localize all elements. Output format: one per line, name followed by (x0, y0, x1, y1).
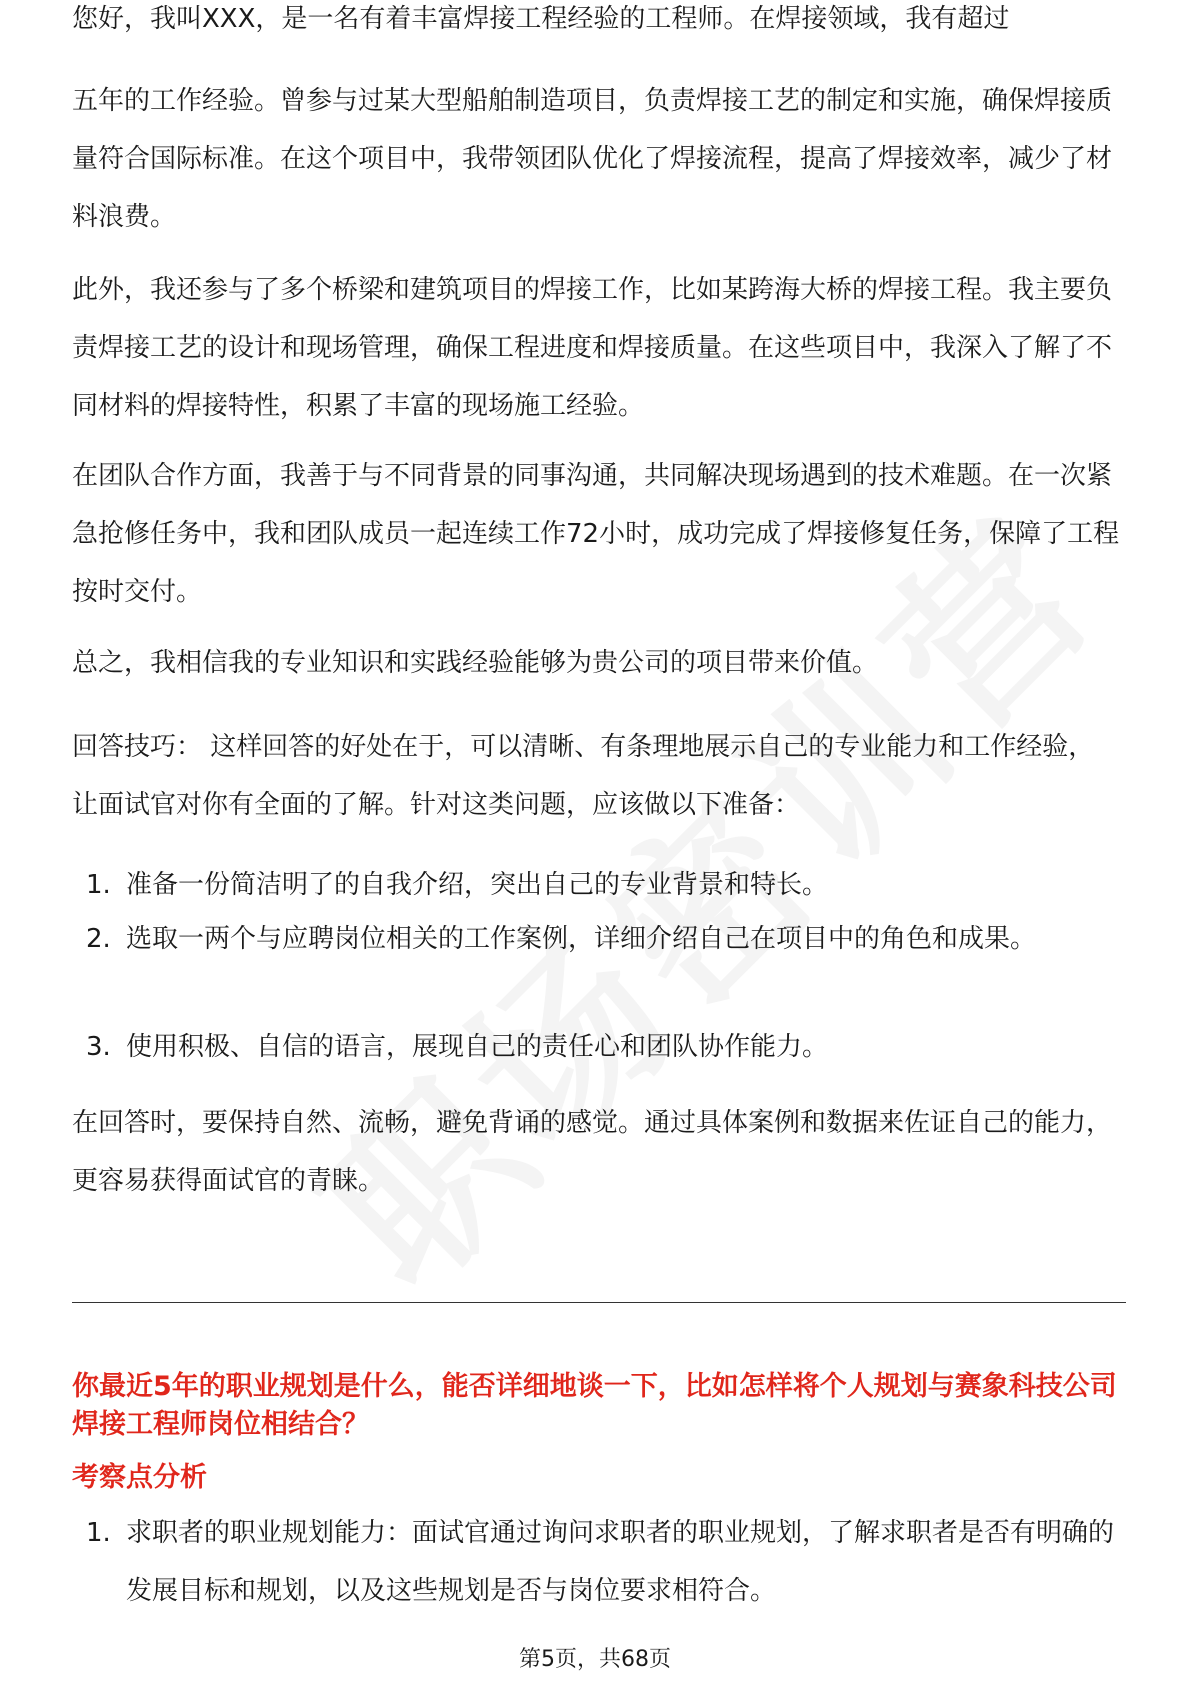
list-number: 3. (86, 1032, 111, 1062)
paragraph-experience: 五年的工作经验。曾参与过某大型船舶制造项目，负责焊接工艺的制定和实施，确保焊接质量符合国际标准。在这个项目中，我带领团队优化了焊接流程，提高了焊接效率，减少了材料浪费。 (72, 86, 1113, 232)
paragraph-projects: 此外，我还参与了多个桥梁和建筑项目的焊接工作，比如某跨海大桥的焊接工程。我主要负责焊接工艺的设计和现场管理，确保工程进度和焊接质量。在这些项目中，我深入了解了不同材料的焊接特性，积累了丰富的现场施工经验。 (72, 275, 1113, 421)
list-text: 准备一份简洁明了的自我介绍，突出自己的专业背景和特长。 (126, 870, 829, 900)
page-footer: 第5页，共68页 (519, 1647, 671, 1672)
section-divider (72, 1302, 1126, 1303)
question-heading: 你最近5年的职业规划是什么，能否详细地谈一下，比如怎样将个人规划与赛象科技公司焊接工程师岗位相结合？ (72, 1371, 1117, 1440)
list-number: 2. (86, 924, 111, 954)
section-title: 考察点分析 (72, 1462, 207, 1493)
list-text: 使用积极、自信的语言，展现自己的责任心和团队协作能力。 (126, 1032, 829, 1062)
paragraph-answer-tips: 回答技巧： 这样回答的好处在于，可以清晰、有条理地展示自己的专业能力和工作经验，让面试官对你有全面的了解。针对这类问题，应该做以下准备： (72, 732, 1095, 820)
list-text: 选取一两个与应聘岗位相关的工作案例，详细介绍自己在项目中的角色和成果。 (126, 924, 1037, 954)
list-text: 求职者的职业规划能力：面试官通过询问求职者的职业规划，了解求职者是否有明确的发展目标和规划，以及这些规划是否与岗位要求相符合。 (126, 1518, 1115, 1606)
paragraph-advice: 在回答时，要保持自然、流畅，避免背诵的感觉。通过具体案例和数据来佐证自己的能力，更容易获得面试官的青睐。 (72, 1108, 1113, 1196)
paragraph-teamwork: 在团队合作方面，我善于与不同背景的同事沟通，共同解决现场遇到的技术难题。在一次紧急抢修任务中，我和团队成员一起连续工作72小时，成功完成了焊接修复任务，保障了工程按时交付。 (72, 461, 1120, 607)
list-number: 1. (86, 870, 111, 900)
list-number: 1. (86, 1518, 111, 1548)
paragraph-intro-cut: 您好，我叫XXX，是一名有着丰富焊接工程经验的工程师。在焊接领域，我有超过 (72, 4, 1010, 34)
paragraph-conclusion: 总之，我相信我的专业知识和实践经验能够为贵公司的项目带来价值。 (72, 648, 879, 678)
